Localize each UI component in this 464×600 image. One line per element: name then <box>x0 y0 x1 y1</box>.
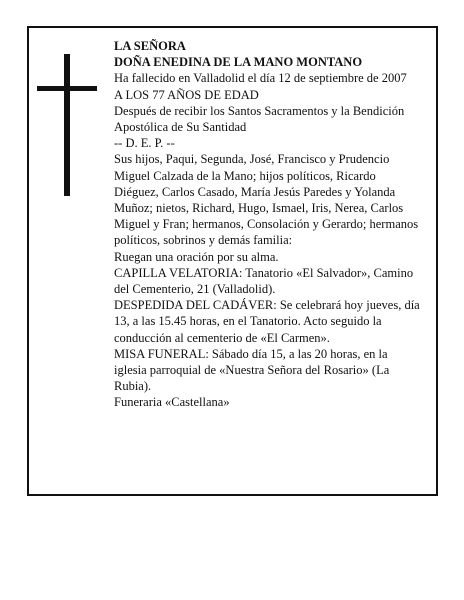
death-line: Ha fallecido en Valladolid el día 12 de septiembre de 2007 <box>114 71 407 86</box>
deceased-name: DOÑA ENEDINA DE LA MANO MONTANO <box>114 55 363 70</box>
chapel-line: CAPILLA VELATORIA: Tanatorio «El Salvador», Camino del Cementerio, 21 (Valladolid). <box>114 265 414 297</box>
funeral-home-line: Funeraria «Castellana» <box>114 395 230 410</box>
age-line: A LOS 77 AÑOS DE EDAD <box>114 87 259 102</box>
obituary-text <box>114 38 420 411</box>
prayer-line: Ruegan una oración por su alma. <box>114 249 279 264</box>
sacraments-line: Después de recibir los Santos Sacramentos y la Bendición Apostólica de Su Santidad <box>114 103 405 135</box>
cross-vertical-bar <box>64 54 70 196</box>
rest-in-peace-line: -- D. E. P. -- <box>114 136 175 151</box>
funeral-mass-line: MISA FUNERAL: Sábado día 15, a las 20 horas, en la iglesia parroquial de «Nuestra Señora del Rosario» (La Rubia). <box>114 346 390 394</box>
notice-title: LA SEÑORA <box>114 39 186 53</box>
cross-icon <box>37 54 97 196</box>
cross-horizontal-bar <box>37 86 97 91</box>
farewell-line: DESPEDIDA DEL CADÁVER: Se celebrará hoy jueves, día 13, a las 15.45 horas, en el Tanatorio. Acto seguido la conducción al cementerio de «El Carmen». <box>114 298 420 345</box>
family-line: Sus hijos, Paqui, Segunda, José, Francisco y Prudencio Miguel Calzada de la Mano; hijos políticos, Ricardo Diéguez, Carlos Casado, María Jesús Paredes y Yolanda Muñoz; nietos, Richard, Hugo, Ismael, Iris, Nerea, Carlos Miguel y Fran; hermanos, Consolación y Gerardo; hermanos políticos, sobrinos y demás familia: <box>114 152 419 248</box>
